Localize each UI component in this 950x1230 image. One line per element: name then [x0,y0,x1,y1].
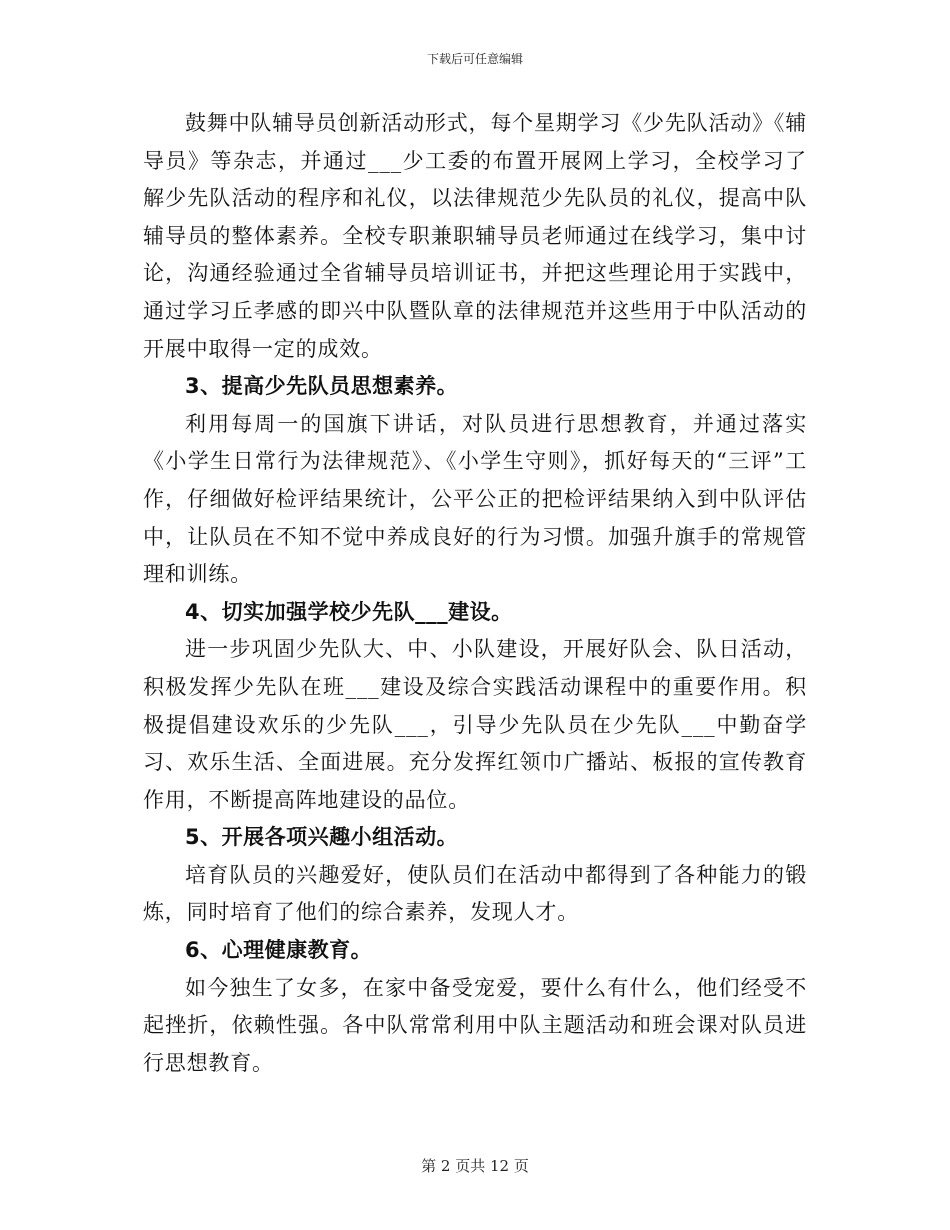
section-heading-3: 3、提高少先队员思想素养。 [185,374,459,399]
section-heading-6: 6、心理健康教育。 [185,938,373,963]
paragraph-mental-health: 如今独生了女多，在家中备受宠爱，要什么有什么，他们经受不起挫折，依赖性强。各中队常常利用中队主题活动和班会课对队员进行思想教育。 [143,975,807,1075]
section-heading-5: 5、开展各项兴趣小组活动。 [185,825,459,850]
paragraph-team-building: 进一步巩固少先队大、中、小队建设，开展好队会、队日活动，积极发挥少先队在班___建设及综合实践活动课程中的重要作用。积极提倡建设欢乐的少先队___，引导少先队员在少先队___中勤奋学习、欢乐生活、全面进展。充分发挥红领巾广播站、板报的宣传教育作用，不断提高阵地建设的品位。 [143,637,807,812]
section-heading-4: 4、切实加强学校少先队___建设。 [185,599,513,624]
page-footer-page-number: 第 2 页共 12 页 [421,1157,529,1175]
page-header: 下载后可任意编辑 [426,52,523,66]
paragraph-ideological-education: 利用每周一的国旗下讲话，对队员进行思想教育，并通过落实《小学生日常行为法律规范》、《小学生守则》，抓好每天的“三评”工作，仔细做好检评结果统计，公平公正的把检评结果纳入到中队评估中，让队员在不知不觉中养成良好的行为习惯。加强升旗手的常规管理和训练。 [143,411,807,587]
paragraph-interest-groups: 培育队员的兴趣爱好，使队员们在活动中都得到了各种能力的锻炼，同时培育了他们的综合素养，发现人才。 [143,862,807,925]
document-body [143,105,807,1082]
paragraph-counselor-training: 鼓舞中队辅导员创新活动形式，每个星期学习《少先队活动》《辅导员》等杂志，并通过___少工委的布置开展网上学习，全校学习了解少先队活动的程序和礼仪，以法律规范少先队员的礼仪，提高中队辅导员的整体素养。全校专职兼职辅导员老师通过在线学习，集中讨论，沟通经验通过全省辅导员培训证书，并把这些理论用于实践中，通过学习丘孝感的即兴中队暨队章的法律规范并这些用于中队活动的开展中取得一定的成效。 [143,111,807,361]
